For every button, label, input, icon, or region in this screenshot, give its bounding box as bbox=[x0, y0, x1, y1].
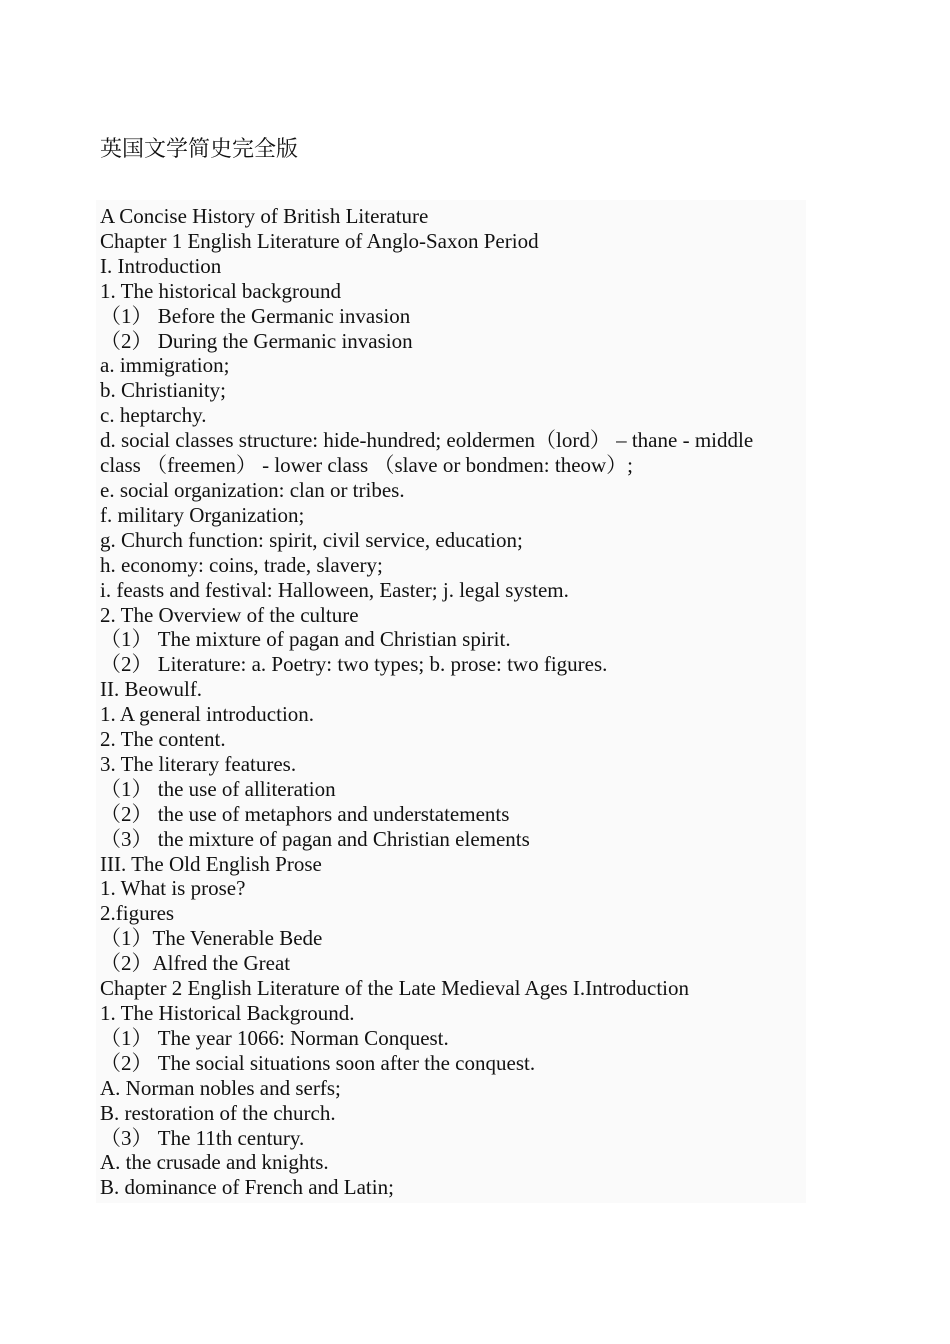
text-line: 2. The content. bbox=[100, 727, 226, 752]
text-line: II. Beowulf. bbox=[100, 677, 203, 702]
text-line: b. Christianity; bbox=[100, 378, 226, 403]
text-line: III. The Old English Prose bbox=[100, 851, 322, 876]
text-line: f. military Organization; bbox=[100, 502, 305, 527]
text-line: Chapter 2 English Literature of the Late Medieval Ages I.Introduction bbox=[100, 976, 689, 1001]
text-line: h. economy: coins, trade, slavery; bbox=[100, 552, 383, 577]
text-line: 1. A general introduction. bbox=[100, 702, 315, 727]
text-line: a. immigration; bbox=[100, 353, 230, 378]
text-line: （2） Literature: a. Poetry: two types; b. prose: two figures. bbox=[100, 652, 608, 677]
text-line: A. the crusade and knights. bbox=[100, 1150, 329, 1175]
text-line: i. feasts and festival: Halloween, Easter; j. legal system. bbox=[100, 577, 569, 602]
document-title: 英国文学简史完全版 bbox=[100, 137, 299, 162]
text-line: e. social organization: clan or tribes. bbox=[100, 477, 405, 502]
text-line: 2.figures bbox=[100, 901, 175, 926]
text-line: （1） the use of alliteration bbox=[100, 776, 336, 801]
text-line: A. Norman nobles and serfs; bbox=[100, 1075, 341, 1100]
text-line: （1） Before the Germanic invasion bbox=[100, 303, 411, 328]
text-line: （3） the mixture of pagan and Christian elements bbox=[100, 826, 530, 851]
text-line: （2） the use of metaphors and understatements bbox=[100, 801, 510, 826]
text-line: B. restoration of the church. bbox=[100, 1100, 336, 1125]
text-line: Chapter 1 English Literature of Anglo-Saxon Period bbox=[100, 228, 539, 253]
text-line: （1）The Venerable Bede bbox=[100, 926, 323, 951]
text-line: （2） During the Germanic invasion bbox=[100, 328, 413, 353]
text-line: class （freemen） - lower class （slave or bondmen: theow）; bbox=[100, 453, 634, 478]
text-line: （1） The mixture of pagan and Christian spirit. bbox=[100, 627, 511, 652]
text-line: d. social classes structure: hide-hundred; eoldermen（lord） – thane - middle bbox=[100, 428, 754, 453]
text-line: 1. The Historical Background. bbox=[100, 1001, 355, 1025]
text-line: （3） The 11th century. bbox=[100, 1125, 305, 1150]
text-line: 1. What is prose? bbox=[100, 876, 246, 901]
text-line: 1. The historical background bbox=[100, 278, 342, 303]
text-line: 2. The Overview of the culture bbox=[100, 602, 359, 627]
text-line: 3. The literary features. bbox=[100, 751, 297, 776]
text-line: （2） The social situations soon after the conquest. bbox=[100, 1050, 536, 1075]
text-line: B. dominance of French and Latin; bbox=[100, 1175, 394, 1200]
document-body bbox=[96, 200, 806, 1203]
text-line: g. Church function: spirit, civil service, education; bbox=[100, 527, 523, 552]
text-line: （1） The year 1066: Norman Conquest. bbox=[100, 1025, 449, 1050]
text-line: （2）Alfred the Great bbox=[100, 951, 291, 976]
text-line: c. heptarchy. bbox=[100, 403, 207, 428]
text-line: A Concise History of British Literature bbox=[100, 204, 429, 228]
text-line: I. Introduction bbox=[100, 253, 222, 278]
